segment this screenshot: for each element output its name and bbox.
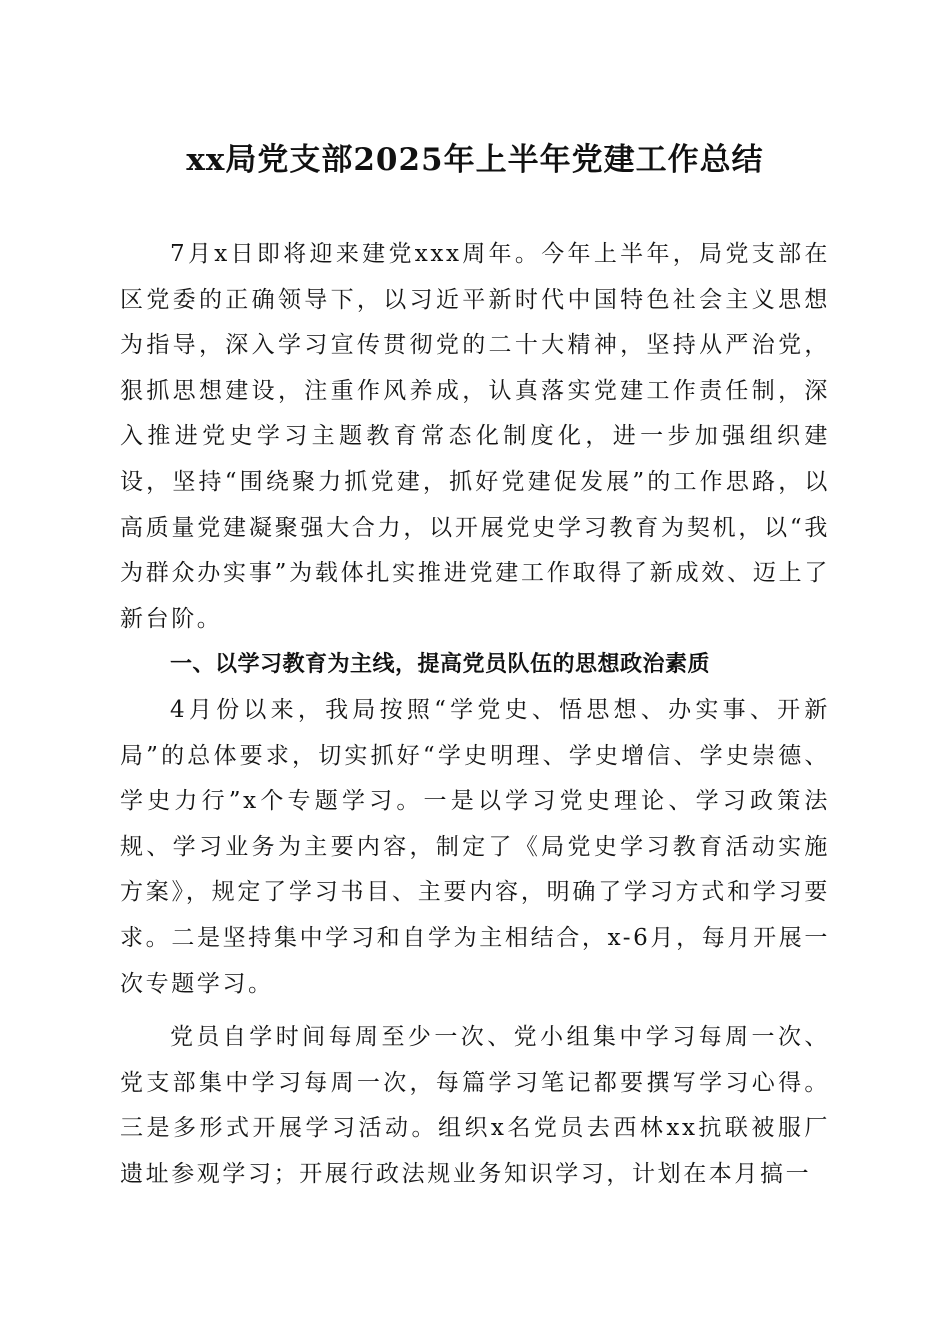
- section-heading-1: 一、以学习教育为主线，提高党员队伍的思想政治素质: [170, 652, 711, 678]
- document-body: [120, 232, 830, 1197]
- intro-paragraph: 7月x日即将迎来建党xxx周年。今年上半年，局党支部在区党委的正确领导下，以习近平新时代中国特色社会主义思想为指导，深入学习宣传贯彻党的二十大精神，坚持从严治党，狠抓思想建设，注重作风养成，认真落实党建工作责任制，深入推进党史学习主题教育常态化制度化，进一步加强组织建设，坚持“围绕聚力抓党建，抓好党建促发展”的工作思路，以高质量党建凝聚强大合力，以开展党史学习教育为契机，以“我为群众办实事”为载体扎实推进党建工作取得了新成效、迈上了新台阶。: [120, 241, 830, 632]
- section-1-paragraph-2: 党员自学时间每周至少一次、党小组集中学习每周一次、党支部集中学习每周一次，每篇学习笔记都要撰写学习心得。三是多形式开展学习活动。组织x名党员去西林xx抗联被服厂遗址参观学习；开展行政法规业务知识学习，计划在本月搞一: [120, 1024, 830, 1187]
- paragraph-gap: [120, 1007, 830, 1015]
- document-title: xx局党支部2025年上半年党建工作总结: [186, 142, 764, 178]
- section-1-paragraph-1: 4月份以来，我局按照“学党史、悟思想、办实事、开新局”的总体要求，切实抓好“学史明理、学史增信、学史崇德、学史力行”x个专题学习。一是以学习党史理论、学习政策法规、学习业务为主要内容，制定了《局党史学习教育活动实施方案》，规定了学习书目、主要内容，明确了学习方式和学习要求。二是坚持集中学习和自学为主相结合，x-6月，每月开展一次专题学习。: [120, 696, 830, 997]
